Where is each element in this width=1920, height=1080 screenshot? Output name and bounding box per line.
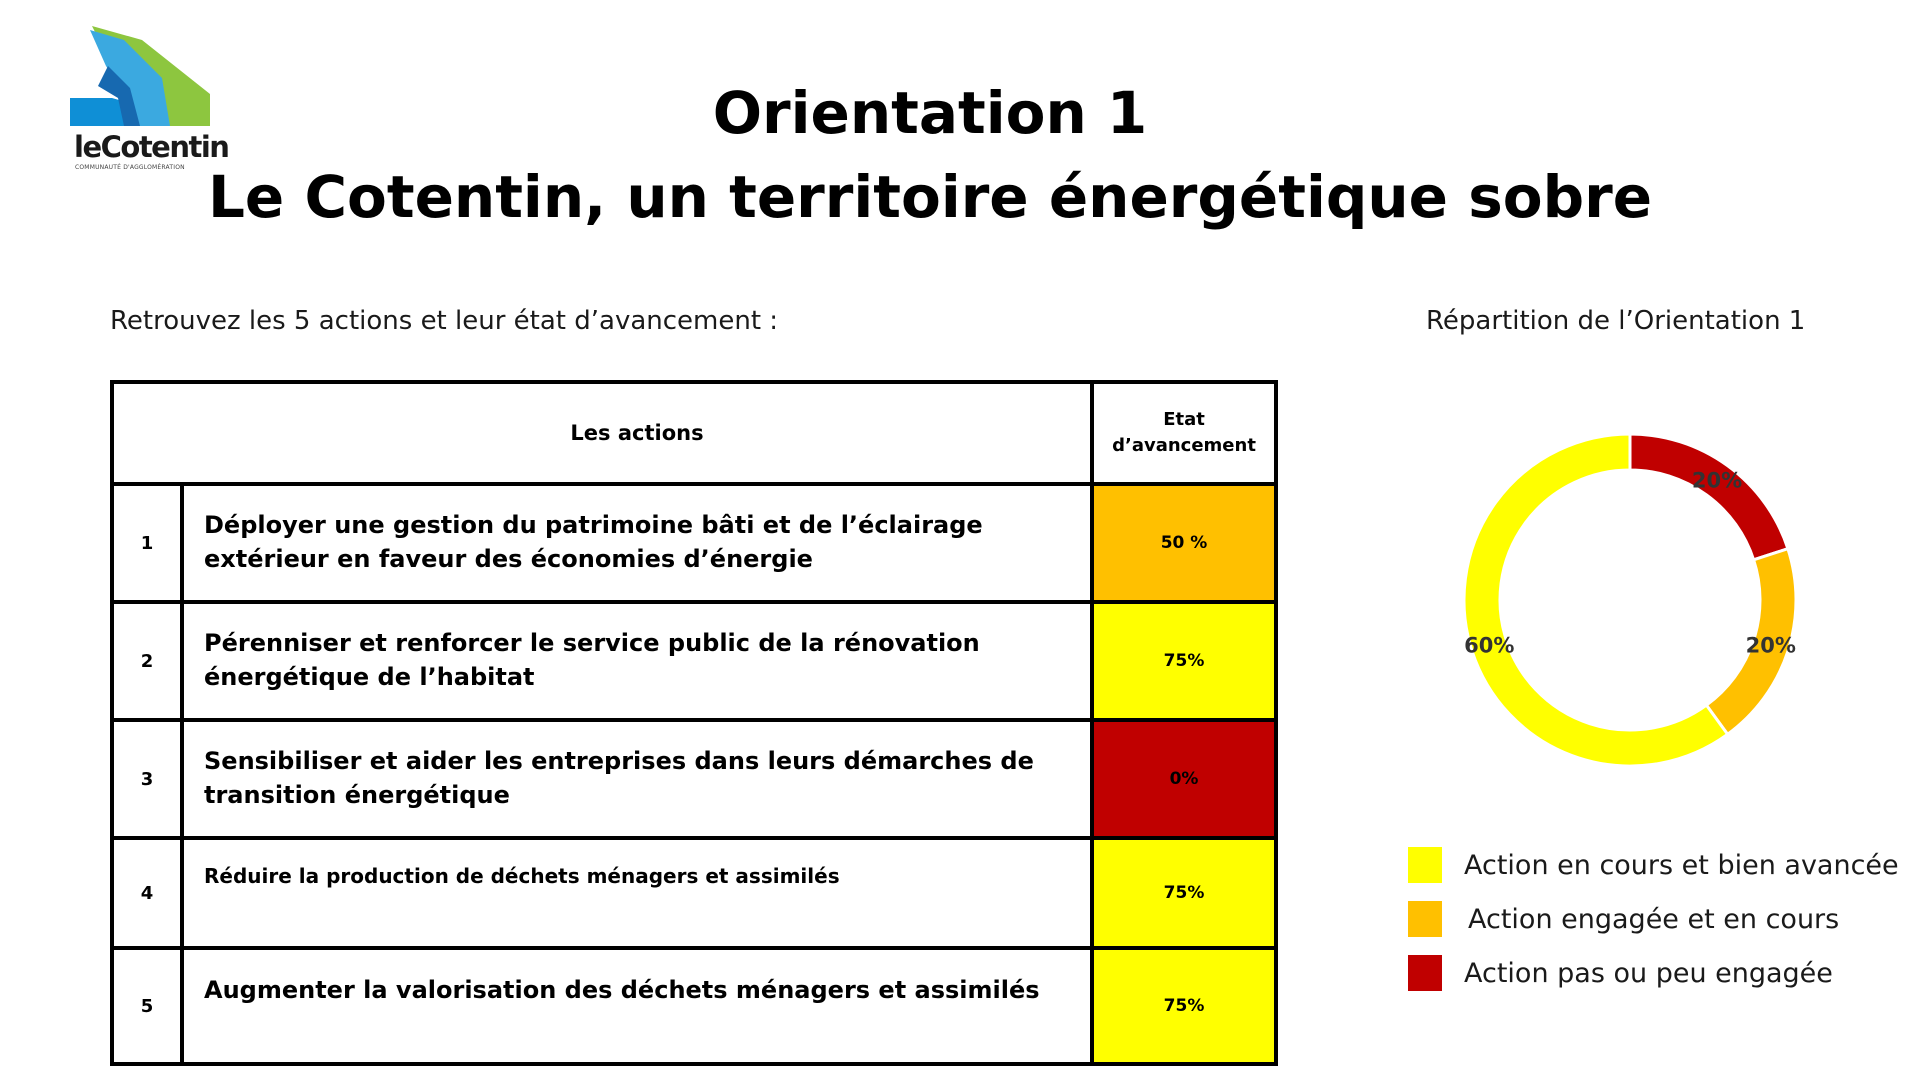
table-row	[112, 720, 1276, 838]
legend-swatch	[1408, 955, 1442, 991]
page-subtitle: Le Cotentin, un territoire énergétique sobre	[207, 163, 1653, 231]
row-action: Sensibiliser et aider les entreprises dans leurs démarches de transition énergétique	[182, 720, 1092, 838]
page-title: Orientation 1	[712, 79, 1148, 147]
row-number: 1	[112, 484, 182, 602]
row-number: 5	[112, 948, 182, 1064]
donut-chart	[1460, 430, 1800, 770]
legend-item	[1408, 892, 1899, 946]
legend-swatch	[1408, 847, 1442, 883]
table-row	[112, 838, 1276, 948]
chart-legend	[1408, 838, 1899, 1000]
table-row	[112, 484, 1276, 602]
row-state: 0%	[1092, 720, 1276, 838]
table-row	[112, 602, 1276, 720]
row-action: Réduire la production de déchets ménagers et assimilés	[182, 838, 1092, 948]
header-actions: Les actions	[112, 382, 1092, 484]
row-state: 75%	[1092, 602, 1276, 720]
row-number: 2	[112, 602, 182, 720]
header-state: Etat d’avancement	[1092, 382, 1276, 484]
intro-text: Retrouvez les 5 actions et leur état d’avancement :	[110, 306, 779, 336]
legend-item	[1408, 838, 1899, 892]
chart-title: Répartition de l’Orientation 1	[1426, 306, 1806, 336]
row-action: Augmenter la valorisation des déchets ménagers et assimilés	[182, 948, 1092, 1064]
legend-item	[1408, 946, 1899, 1000]
table-row	[112, 948, 1276, 1064]
donut-slice-label: 20%	[1745, 633, 1796, 658]
row-number: 4	[112, 838, 182, 948]
actions-table	[110, 380, 1278, 1066]
row-action: Déployer une gestion du patrimoine bâti et de l’éclairage extérieur en faveur des économies d’énergie	[182, 484, 1092, 602]
legend-label: Action en cours et bien avancée	[1464, 849, 1899, 881]
row-state: 75%	[1092, 838, 1276, 948]
logo-tagline: COMMUNAUTÉ D'AGGLOMÉRATION	[75, 164, 185, 171]
table-header-row	[112, 382, 1276, 484]
row-number: 3	[112, 720, 182, 838]
legend-swatch	[1408, 901, 1442, 937]
donut-slice-label: 60%	[1464, 633, 1515, 658]
row-state: 75%	[1092, 948, 1276, 1064]
logo-wordmark: leCotentin	[74, 130, 229, 164]
donut-slice-label: 20%	[1691, 468, 1743, 493]
legend-label: Action engagée et en cours	[1468, 903, 1840, 935]
row-state: 50 %	[1092, 484, 1276, 602]
legend-label: Action pas ou peu engagée	[1464, 957, 1833, 989]
donut-slice	[1630, 434, 1788, 560]
row-action: Pérenniser et renforcer le service public de la rénovation énergétique de l’habitat	[182, 602, 1092, 720]
